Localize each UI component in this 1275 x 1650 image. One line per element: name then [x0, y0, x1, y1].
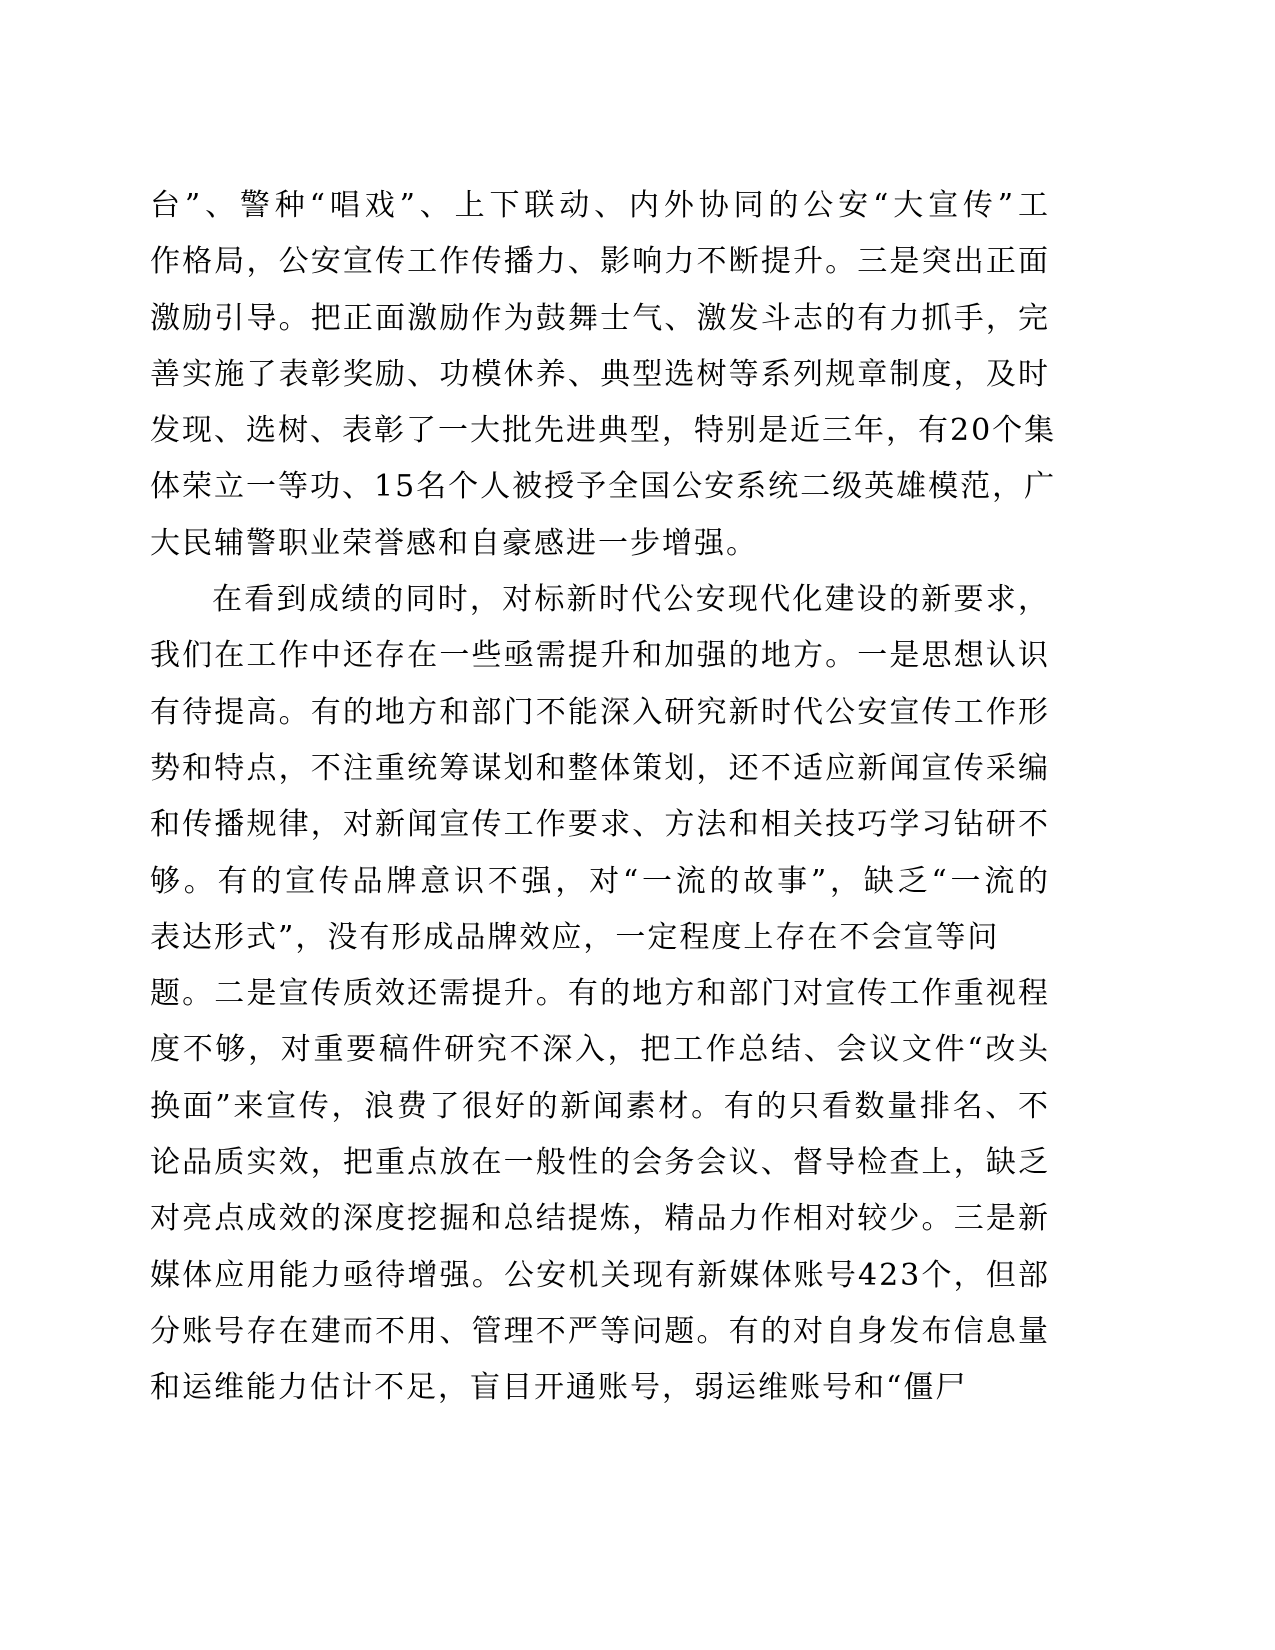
text-line: 台”、警种“唱戏”、上下联动、内外协同的公安“大宣传”工 — [150, 188, 1050, 223]
text-line: 势和特点，不注重统筹谋划和整体策划，还不适应新闻宣传采编 — [150, 750, 1050, 786]
text-line: 作格局，公安宣传工作传播力、影响力不断提升。三是突出正面 — [150, 244, 1050, 280]
text-line: 我们在工作中还存在一些亟需提升和加强的地方。一是思想认识 — [150, 638, 1050, 674]
text-line: 分账号存在建而不用、管理不严等问题。有的对自身发布信息量 — [150, 1313, 1050, 1349]
text-line: 和运维能力估计不足，盲目开通账号，弱运维账号和“僵尸 — [150, 1370, 968, 1406]
text-line: 度不够，对重要稿件研究不深入，把工作总结、会议文件“改头 — [150, 1032, 1050, 1068]
text-line: 和传播规律，对新闻宣传工作要求、方法和相关技巧学习钻研不 — [150, 807, 1050, 843]
text-line: 有待提高。有的地方和部门不能深入研究新时代公安宣传工作形 — [150, 694, 1050, 730]
text-line: 激励引导。把正面激励作为鼓舞士气、激发斗志的有力抓手，完 — [150, 300, 1050, 336]
text-line: 对亮点成效的深度挖掘和总结提炼，精品力作相对较少。三是新 — [150, 1201, 1050, 1237]
text-line: 表达形式”，没有形成品牌效应，一定程度上存在不会宣等问 — [150, 919, 1000, 955]
text-line: 大民辅警职业荣誉感和自豪感进一步增强。 — [150, 525, 758, 561]
text-line: 够。有的宣传品牌意识不强，对“一流的故事”，缺乏“一流的 — [150, 863, 1050, 899]
text-line: 在看到成绩的同时，对标新时代公安现代化建设的新要求， — [212, 582, 1050, 618]
text-line: 发现、选树、表彰了一大批先进典型，特别是近三年，有20个集 — [150, 413, 1057, 449]
text-line: 媒体应用能力亟待增强。公安机关现有新媒体账号423个，但部 — [150, 1257, 1050, 1293]
text-line: 题。二是宣传质效还需提升。有的地方和部门对宣传工作重视程 — [150, 976, 1050, 1012]
text-line: 论品质实效，把重点放在一般性的会务会议、督导检查上，缺乏 — [150, 1145, 1050, 1181]
body-text — [150, 178, 1057, 1417]
text-line: 体荣立一等功、15名个人被授予全国公安系统二级英雄模范，广 — [150, 469, 1057, 505]
text-line: 善实施了表彰奖励、功模休养、典型选树等系列规章制度，及时 — [150, 356, 1050, 392]
paragraph-2 — [150, 572, 1050, 1416]
paragraph-1 — [150, 178, 1057, 572]
text-line: 换面”来宣传，浪费了很好的新闻素材。有的只看数量排名、不 — [150, 1088, 1050, 1124]
